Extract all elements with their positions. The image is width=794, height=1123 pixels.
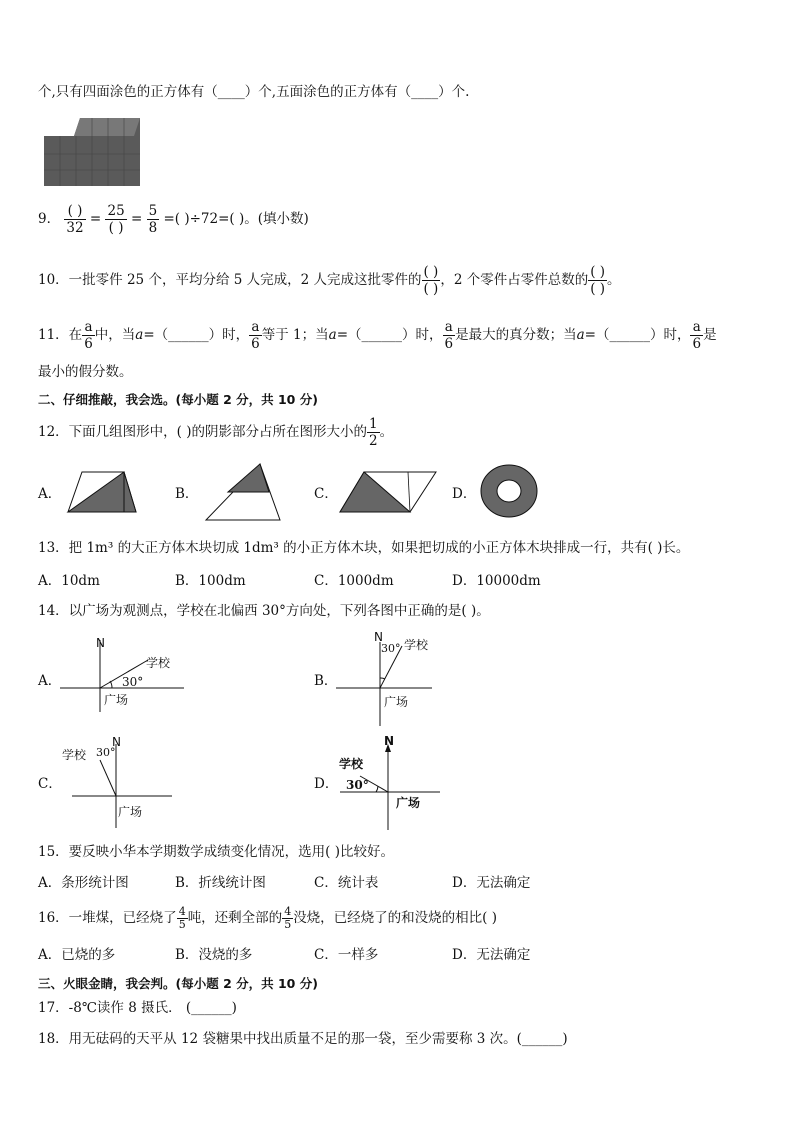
q12-option-d-label: D． — [452, 486, 477, 502]
q12-parallelogram-figure — [338, 470, 438, 514]
q12-option-c-label: C． — [314, 486, 338, 502]
section-2-heading: 二、仔细推敲，我会选。(每小题 2 分，共 10 分) — [38, 392, 318, 407]
question-11: 11．在 $\frac{a}{6}$ 中，当a=（______）时， $\frac{a}{6}$ 等于 1；当a=（______）时， $\frac{a}{6}$ 是最大的真分数；当a=（______）时， $\frac{a}{6}$ 是 — [38, 319, 717, 352]
question-10: 10．一批零件 25 个，平均分给 5 人完成，2 人完成这批零件的 $\frac{( )}{( )}$ ，2 个零件占零件总数的 $\frac{( )}{( )}$ 。 — [38, 264, 621, 297]
q14-option-a-label: A． — [38, 673, 62, 689]
q14-a-square-label: 广场 — [104, 693, 129, 707]
q16-option-b: B．没烧的多 — [175, 947, 253, 963]
q13-option-c: C．1000dm — [314, 573, 394, 589]
q14-option-b-label: B． — [314, 673, 338, 689]
q13-option-d: D．10000dm — [452, 573, 541, 589]
q14-d-school-label: 学校 — [339, 757, 364, 771]
q14-b-angle-label: 30° — [381, 642, 401, 655]
q15-option-c: C．统计表 — [314, 875, 379, 891]
q12-ring-figure — [480, 464, 538, 518]
q14-d-angle-label: 30° — [346, 778, 369, 792]
question-12: 12．下面几组图形中，( )的阴影部分占所在图形大小的 $\frac{1}{2}$ 。 — [38, 416, 394, 449]
question-16: 16．一堆煤，已经烧了 $\frac{4}{5}$ 吨，还剩全部的 $\frac{4}{5}$ 没烧，已经烧了的和没烧的相比( ) — [38, 905, 498, 931]
q14-a-angle-label: 30° — [122, 675, 144, 689]
cube-stack-figure — [44, 114, 144, 186]
q14-a-school-label: 学校 — [146, 656, 171, 670]
question-15: 15．要反映小华本学期数学成绩变化情况，选用( )比较好。 — [38, 844, 395, 860]
q15-option-d: D．无法确定 — [452, 875, 531, 891]
q16-option-d: D．无法确定 — [452, 947, 531, 963]
q14-c-square-label: 广场 — [118, 805, 143, 819]
q14-c-north-label: N — [112, 735, 121, 749]
q12-trapezoid-figure — [66, 470, 138, 516]
q14-b-school-label: 学校 — [404, 638, 429, 652]
question-14: 14．以广场为观测点，学校在北偏西 30°方向处，下列各图中正确的是( )。 — [38, 603, 490, 619]
question-9: 9． $\frac{( )}{32}$ = $\frac{25}{( )}$ = $\frac{5}{8}$ =( )÷72=( )。(填小数) — [38, 203, 309, 236]
q14-b-square-label: 广场 — [384, 695, 409, 709]
q16-option-a: A．已烧的多 — [38, 947, 116, 963]
section-3-heading: 三、火眼金睛，我会判。(每小题 2 分，共 10 分) — [38, 976, 318, 991]
question-17: 17．-8℃读作 8 摄氏． (______) — [38, 1000, 237, 1016]
q12-triangle-figure — [204, 462, 284, 522]
q14-c-angle-label: 30° — [96, 746, 116, 759]
question-8-continuation: 个,只有四面涂色的正方体有（____）个,五面涂色的正方体有（____）个. — [38, 84, 470, 100]
q14-b-north-label: N — [374, 630, 383, 644]
q14-d-square-label: 广场 — [396, 796, 421, 810]
q15-option-b: B．折线统计图 — [175, 875, 266, 891]
q14-option-d-label: D． — [314, 776, 339, 792]
q14-d-north-label: N — [384, 734, 395, 748]
question-18: 18．用无砝码的天平从 12 袋糖果中找出质量不足的那一袋，至少需要称 3 次。(______) — [38, 1031, 568, 1047]
q15-option-a: A．条形统计图 — [38, 875, 129, 891]
q13-option-b: B．100dm — [175, 573, 246, 589]
q12-option-b-label: B． — [175, 486, 199, 502]
q13-option-a: A．10dm — [38, 573, 100, 589]
q14-c-school-label: 学校 — [62, 748, 87, 762]
q12-option-a-label: A． — [38, 486, 62, 502]
q14-option-c-label: C． — [38, 776, 62, 792]
question-11-line2: 最小的假分数。 — [38, 364, 133, 380]
question-13: 13．把 1m³ 的大正方体木块切成 1dm³ 的小正方体木块，如果把切成的小正方体木块排成一行，共有( )长。 — [38, 540, 690, 556]
q16-option-c: C．一样多 — [314, 947, 379, 963]
q14-a-north-label: N — [96, 636, 105, 650]
